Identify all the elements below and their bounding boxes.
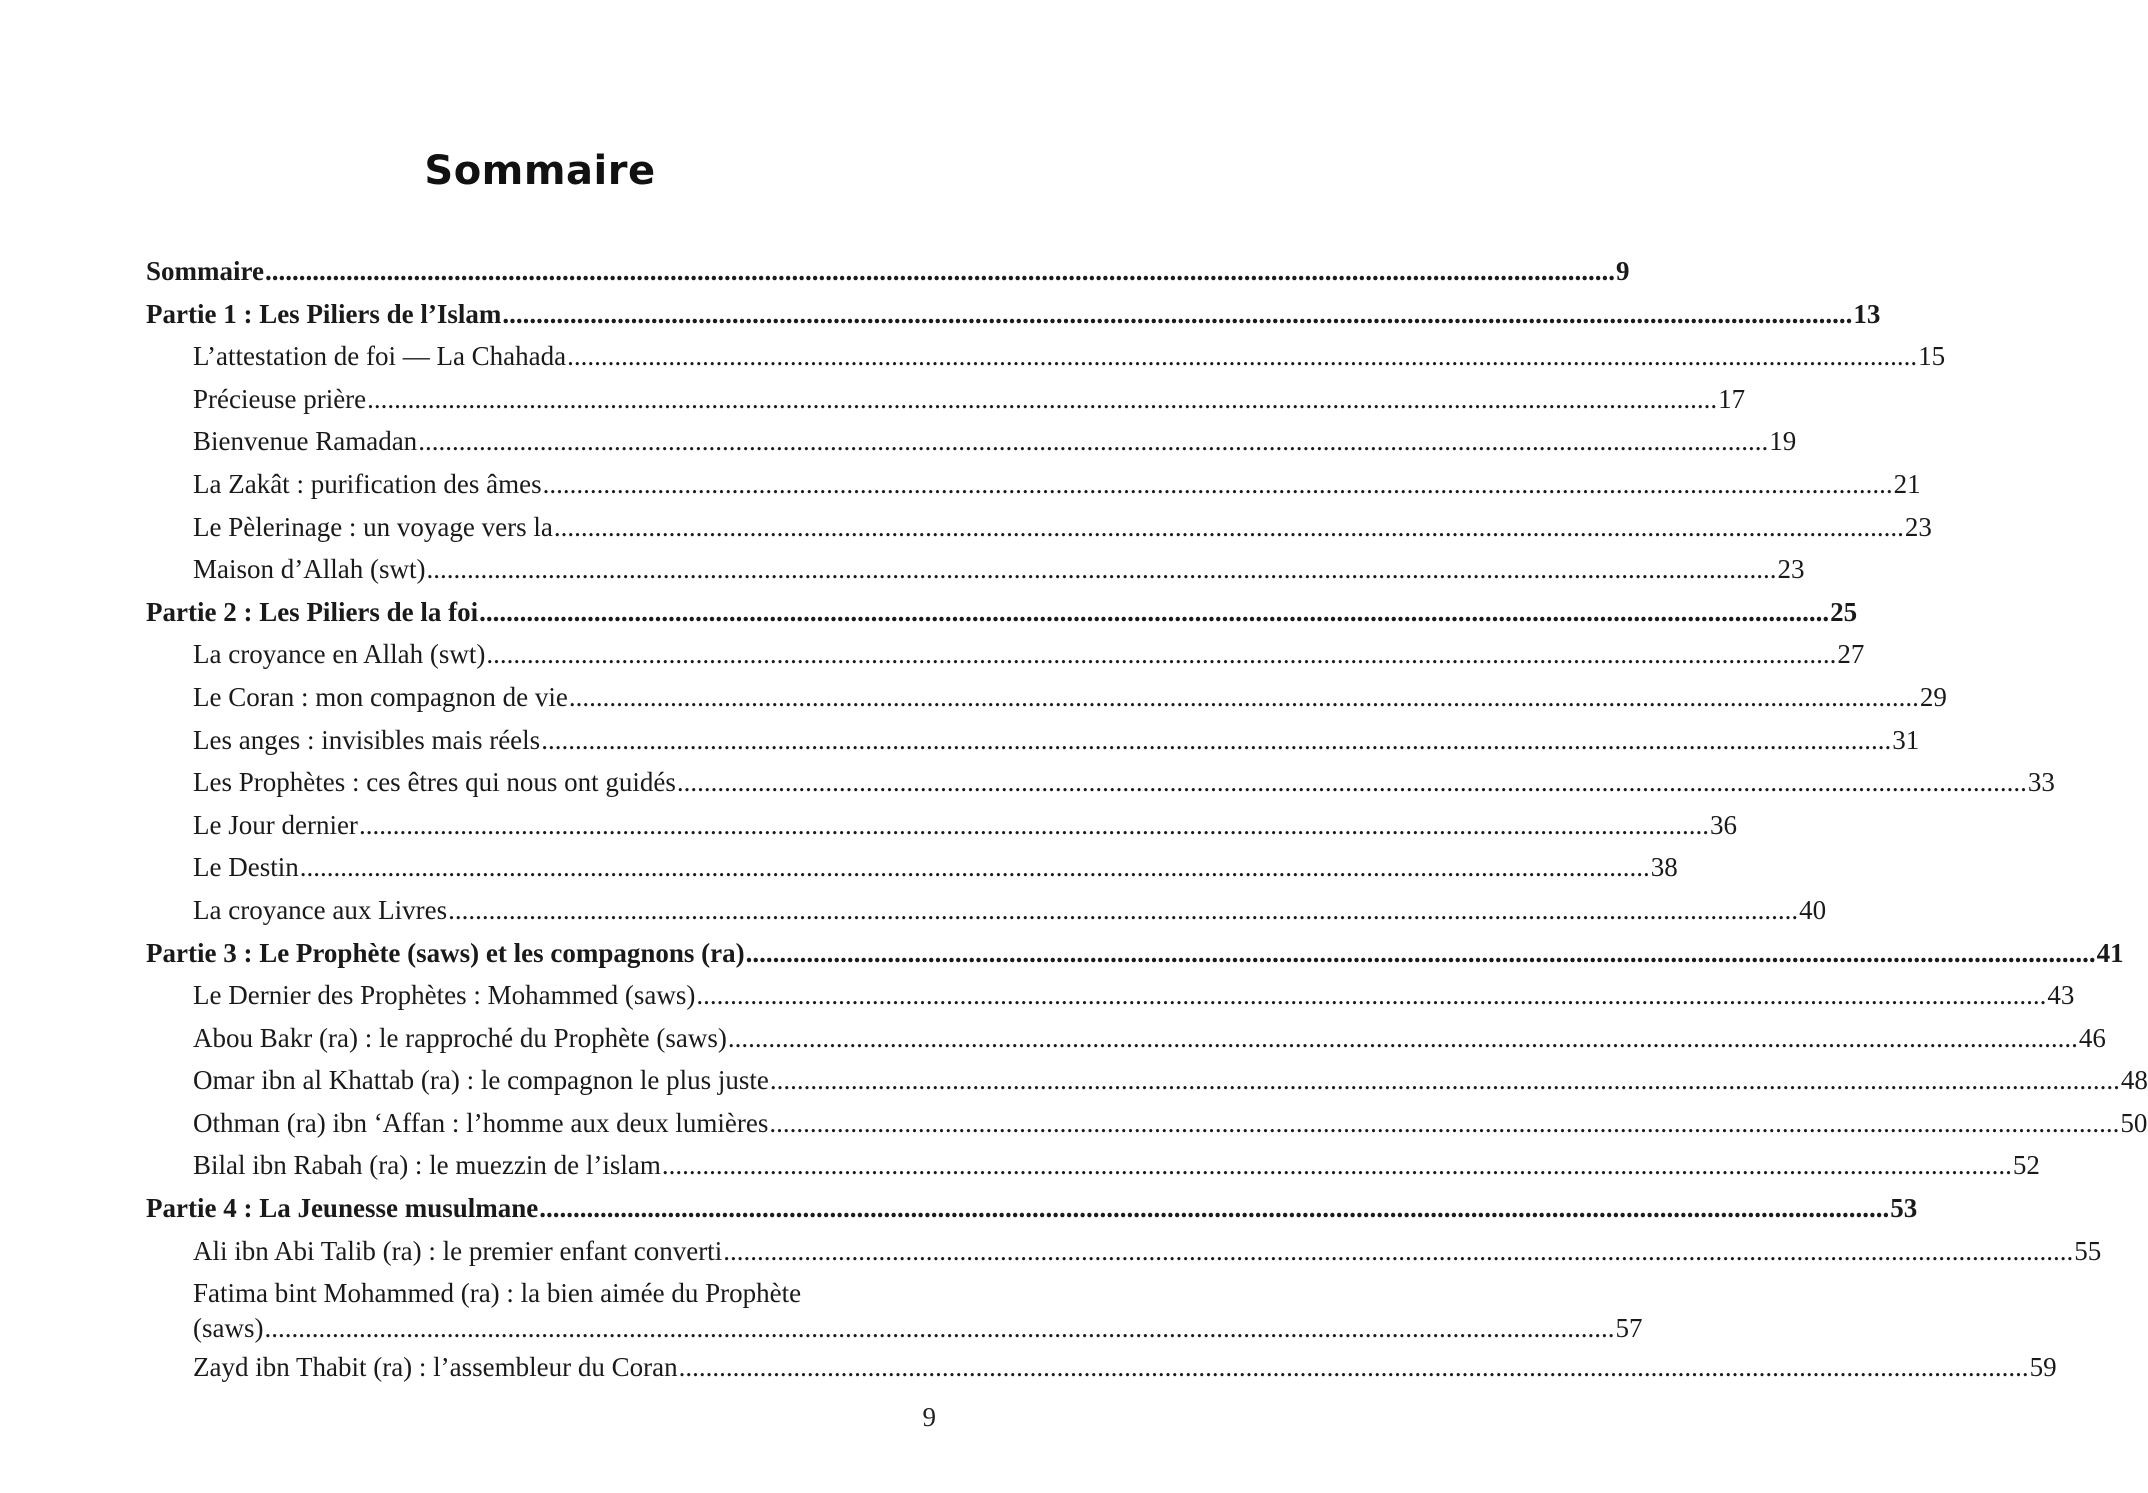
- toc-entry-continuation: [193, 1311, 1643, 1346]
- toc-entry-page: 46: [2078, 1022, 2106, 1053]
- dot-leader: [417, 420, 1769, 463]
- dot-leader: [538, 1187, 1890, 1230]
- toc-entry: [146, 804, 1737, 847]
- toc-entry: [146, 250, 1630, 293]
- toc-entry-label: Partie 2 : Les Piliers de la foi: [146, 596, 479, 627]
- dot-leader: [485, 633, 1837, 676]
- toc-entry: [146, 846, 1678, 889]
- toc-entry-label-cont: (saws): [193, 1313, 264, 1344]
- toc-entry-label: Bienvenue Ramadan: [193, 426, 418, 457]
- toc-entry: [146, 463, 1921, 506]
- toc-entry-label: Partie 1 : Les Piliers de l’Islam: [146, 298, 502, 329]
- toc-entry-page: 55: [2074, 1235, 2102, 1266]
- table-of-contents: [146, 250, 2148, 1389]
- toc-part-entry: [146, 1187, 1918, 1230]
- toc-entry-page: 21: [1893, 468, 1921, 499]
- toc-entry-page: 40: [1799, 894, 1827, 925]
- dot-leader: [542, 463, 1894, 506]
- toc-entry-label: Othman (ra) ibn ‘Affan : l’homme aux deux lumières: [193, 1107, 769, 1138]
- toc-entry-page: 50: [2120, 1107, 2148, 1138]
- toc-entry-page: 52: [2012, 1150, 2040, 1181]
- toc-entry: [146, 420, 1797, 463]
- toc-entry: [146, 1144, 2040, 1187]
- dot-leader: [264, 250, 1616, 293]
- toc-entry-page: 29: [1919, 681, 1947, 712]
- toc-entry-page: 38: [1650, 852, 1678, 883]
- toc-entry-page: 43: [2047, 980, 2075, 1011]
- toc-entry-page: 57: [1615, 1313, 1643, 1344]
- dot-leader: [447, 889, 1799, 932]
- toc-entry-label: Omar ibn al Khattab (ra) : le compagnon le plus juste: [193, 1065, 769, 1096]
- toc-entry-label: Le Destin: [193, 852, 299, 883]
- toc-entry-label: La Zakât : purification des âmes: [193, 468, 542, 499]
- toc-entry-label: Maison d’Allah (swt): [193, 554, 426, 585]
- toc-entry: [146, 974, 2075, 1017]
- toc-entry: [146, 335, 1946, 378]
- toc-entry-page: 13: [1853, 298, 1881, 329]
- toc-entry: [146, 719, 1920, 762]
- dot-leader: [478, 591, 1830, 634]
- toc-entry-label: Sommaire: [146, 256, 264, 286]
- toc-entry-label: Abou Bakr (ra) : le rapproché du Prophète (saws): [193, 1022, 727, 1053]
- toc-entry-label: Partie 3 : Le Prophète (saws) et les compagnons (ra): [146, 937, 745, 968]
- toc-entry: [146, 1102, 2148, 1145]
- toc-entry-page: 48: [2120, 1065, 2148, 1096]
- page-title: Sommaire: [424, 148, 656, 194]
- toc-entry-label: Le Pèlerinage : un voyage vers la: [193, 511, 553, 542]
- toc-entry-label: La croyance en Allah (swt): [193, 639, 486, 670]
- toc-part-entry: [146, 591, 1858, 634]
- toc-entry-label: Le Coran : mon compagnon de vie: [193, 681, 568, 712]
- dot-leader: [676, 761, 2028, 804]
- toc-entry-page: 41: [2096, 937, 2124, 968]
- dot-leader: [566, 335, 1918, 378]
- toc-entry: [146, 548, 1805, 591]
- toc-entry: [146, 761, 2055, 804]
- dot-leader: [745, 932, 2097, 975]
- dot-leader: [263, 1311, 1615, 1346]
- dot-leader: [695, 974, 2047, 1017]
- toc-entry: [146, 1230, 2102, 1273]
- toc-entry: [146, 1059, 2148, 1102]
- dot-leader: [768, 1102, 2120, 1145]
- toc-entry-label: Zayd ibn Thabit (ra) : l’assembleur du Coran: [193, 1352, 678, 1383]
- toc-entry: [146, 378, 1746, 421]
- dot-leader: [540, 719, 1892, 762]
- toc-entry-label: Le Jour dernier: [193, 809, 358, 840]
- dot-leader: [678, 1346, 2030, 1389]
- toc-entry: [146, 676, 1947, 719]
- toc-entry-label: Ali ibn Abi Talib (ra) : le premier enfant converti: [193, 1235, 723, 1266]
- toc-entry-page: 19: [1769, 426, 1797, 457]
- toc-entry-page: 23: [1777, 554, 1805, 585]
- toc-entry-label: Bilal ibn Rabah (ra) : le muezzin de l’islam: [193, 1150, 661, 1181]
- dot-leader: [425, 548, 1777, 591]
- toc-entry-page: 25: [1830, 596, 1858, 627]
- toc-entry-label: Les anges : invisibles mais réels: [193, 724, 541, 755]
- dot-leader: [727, 1017, 2079, 1060]
- toc-entry-page: 23: [1904, 511, 1932, 542]
- toc-entry: [146, 1346, 2057, 1389]
- dot-leader: [366, 378, 1718, 421]
- toc-part-entry: [146, 293, 1881, 336]
- toc-entry-page: 17: [1718, 383, 1746, 414]
- toc-entry: [146, 1017, 2106, 1060]
- toc-entry-label: Partie 4 : La Jeunesse musulmane: [146, 1193, 539, 1224]
- toc-entry-page: 15: [1918, 341, 1946, 372]
- dot-leader: [722, 1230, 2074, 1273]
- toc-entry-page: 53: [1890, 1193, 1918, 1224]
- toc-entry: [146, 633, 1865, 676]
- dot-leader: [501, 293, 1853, 336]
- toc-entry-page: 59: [2029, 1352, 2057, 1383]
- toc-entry-label: Fatima bint Mohammed (ra) : la bien aimée du Prophète: [193, 1278, 802, 1309]
- toc-entry-page: 33: [2027, 767, 2055, 798]
- toc-entry: [146, 889, 1827, 932]
- toc-entry-label: Le Dernier des Prophètes : Mohammed (saws): [193, 980, 696, 1011]
- dot-leader: [553, 506, 1905, 549]
- toc-entry-page: 31: [1892, 724, 1920, 755]
- toc-entry-page: 9: [1615, 256, 1630, 286]
- toc-part-entry: [146, 932, 2124, 975]
- toc-entry: [146, 1272, 1643, 1346]
- dot-leader: [358, 804, 1710, 847]
- toc-entry-label: Précieuse prière: [193, 383, 367, 414]
- toc-entry-label: L’attestation de foi — La Chahada: [193, 341, 567, 372]
- toc-entry-page: 27: [1837, 639, 1865, 670]
- toc-entry-page: 36: [1709, 809, 1737, 840]
- dot-leader: [661, 1144, 2013, 1187]
- dot-leader: [568, 676, 1920, 719]
- toc-entry-label: La croyance aux Livres: [193, 894, 448, 925]
- dot-leader: [769, 1059, 2121, 1102]
- dot-leader: [299, 846, 1651, 889]
- toc-entry-label: Les Prophètes : ces êtres qui nous ont guidés: [193, 767, 676, 798]
- toc-entry: [146, 506, 1932, 549]
- page-number: 9: [922, 1402, 936, 1432]
